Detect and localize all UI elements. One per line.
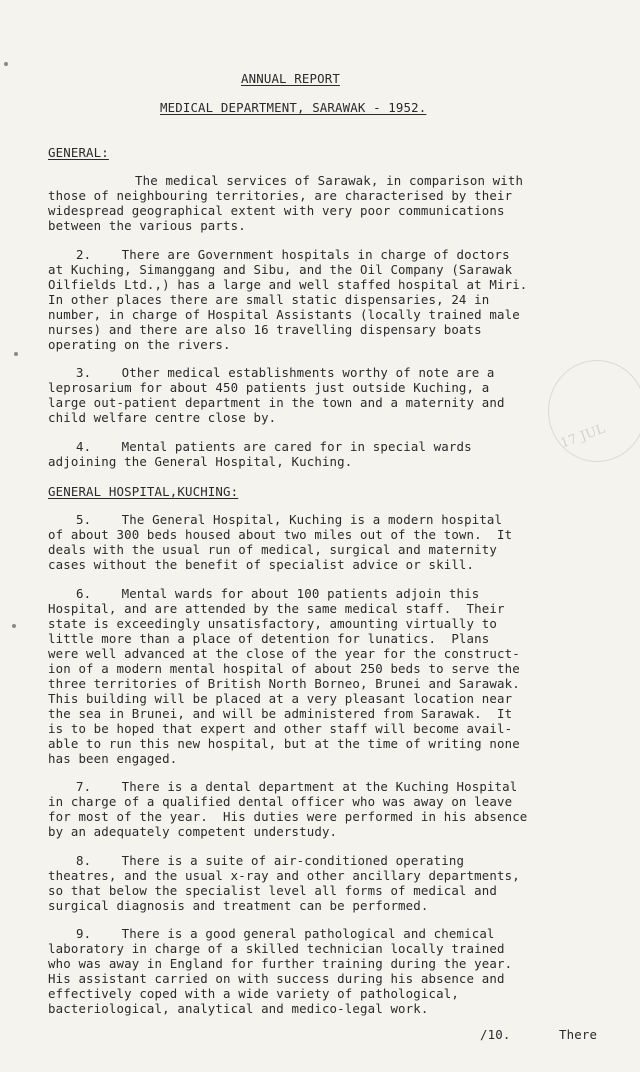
body-line: deals with the usual run of medical, surgical and maternity [48, 542, 497, 557]
body-line: nurses) and there are also 16 travelling dispensary boats [48, 322, 482, 337]
department-title: MEDICAL DEPARTMENT, SARAWAK - 1952. [160, 100, 427, 115]
body-line: by an adequately competent understudy. [48, 824, 338, 839]
body-line: large out-patient department in the town and a maternity and [48, 395, 505, 410]
body-line: between the various parts. [48, 218, 246, 233]
body-line: three territories of British North Borneo, Brunei and Sarawak. [48, 676, 520, 691]
body-line: so that below the specialist level all forms of medical and [48, 883, 497, 898]
body-line: operating on the rivers. [48, 337, 231, 352]
body-line: for most of the year. His duties were performed in his absence [48, 809, 528, 824]
body-line: 2. There are Government hospitals in charge of doctors [76, 247, 510, 262]
section-heading-general: GENERAL: [48, 145, 109, 160]
report-title: ANNUAL REPORT [241, 71, 340, 86]
body-line: effectively coped with a wide variety of pathological, [48, 986, 459, 1001]
body-line: cases without the benefit of specialist advice or skill. [48, 557, 475, 572]
body-line: has been engaged. [48, 751, 178, 766]
body-line: able to run this new hospital, but at the time of writing none [48, 736, 520, 751]
body-line: at Kuching, Simanggang and Sibu, and the Oil Company (Sarawak [48, 262, 513, 277]
body-line: Hospital, and are attended by the same medical staff. Their [48, 601, 505, 616]
body-line: child welfare centre close by. [48, 410, 277, 425]
body-line: 6. Mental wards for about 100 patients adjoin this [76, 586, 480, 601]
body-line: adjoining the General Hospital, Kuching. [48, 454, 353, 469]
body-line: 7. There is a dental department at the Kuching Hospital [76, 779, 518, 794]
body-line: those of neighbouring territories, are characterised by their [48, 188, 513, 203]
body-line: theatres, and the usual x-ray and other ancillary departments, [48, 868, 520, 883]
body-line: 9. There is a good general pathological and chemical [76, 926, 495, 941]
body-line: laboratory in charge of a skilled technician locally trained [48, 941, 505, 956]
body-line: surgical diagnosis and treatment can be performed. [48, 898, 429, 913]
received-stamp-date: 17 JUL [558, 421, 608, 452]
body-line: The medical services of Sarawak, in comparison with [135, 173, 524, 188]
page-reference: /10. [480, 1027, 511, 1042]
body-line: ion of a modern mental hospital of about 250 beds to serve the [48, 661, 520, 676]
body-line: little more than a place of detention for lunatics. Plans [48, 631, 490, 646]
body-line: bacteriological, analytical and medico-legal work. [48, 1001, 429, 1016]
body-line: 4. Mental patients are cared for in special wards [76, 439, 472, 454]
body-line: 8. There is a suite of air-conditioned operating [76, 853, 465, 868]
body-line: were well advanced at the close of the year for the construct- [48, 646, 520, 661]
body-line: is to be hoped that expert and other staff will become avail- [48, 721, 513, 736]
section-heading-hospital: GENERAL HOSPITAL,KUCHING: [48, 484, 239, 499]
body-line: His assistant carried on with success during his absence and [48, 971, 505, 986]
body-line: of about 300 beds housed about two miles out of the town. It [48, 527, 513, 542]
binding-hole-mark [4, 62, 8, 66]
body-line: leprosarium for about 450 patients just outside Kuching, a [48, 380, 490, 395]
catchword: There [559, 1027, 598, 1042]
body-line: in charge of a qualified dental officer who was away on leave [48, 794, 513, 809]
body-line: widespread geographical extent with very poor communications [48, 203, 505, 218]
body-line: This building will be placed at a very pleasant location near [48, 691, 513, 706]
body-line: number, in charge of Hospital Assistants (locally trained male [48, 307, 520, 322]
body-line: who was away in England for further training during the year. [48, 956, 513, 971]
binding-hole-mark [14, 352, 18, 356]
body-line: 3. Other medical establishments worthy of note are a [76, 365, 495, 380]
body-line: the sea in Brunei, and will be administered from Sarawak. It [48, 706, 513, 721]
binding-hole-mark [12, 624, 16, 628]
body-line: state is exceedingly unsatisfactory, amounting virtually to [48, 616, 497, 631]
body-line: In other places there are small static dispensaries, 24 in [48, 292, 490, 307]
body-line: Oilfields Ltd.,) has a large and well staffed hospital at Miri. [48, 277, 528, 292]
body-line: 5. The General Hospital, Kuching is a modern hospital [76, 512, 503, 527]
